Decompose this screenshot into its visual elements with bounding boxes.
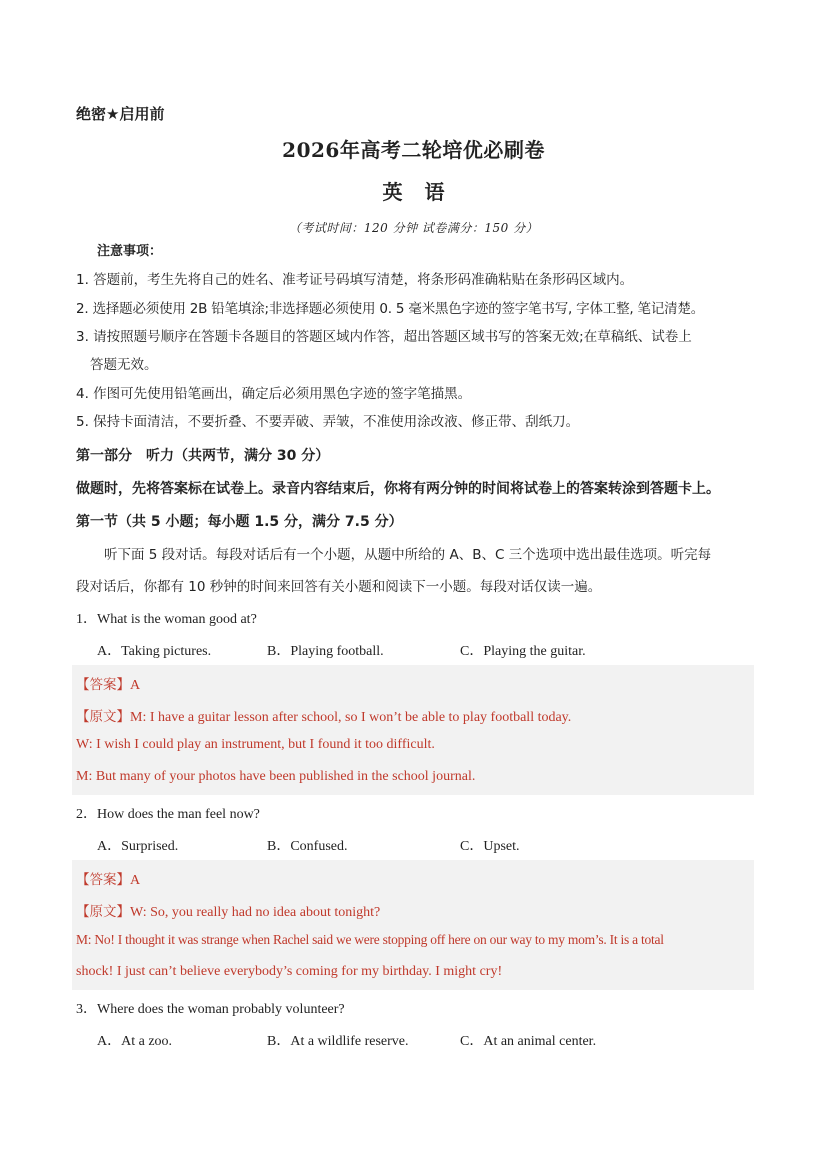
- notice-item: 4. 作图可先使用铅笔画出，确定后必须用黑色字迹的签字笔描黑。: [76, 386, 472, 402]
- question-stem: 3．Where does the woman probably volunteer?: [76, 1002, 345, 1017]
- exam-info: （考试时间：120 分钟 试卷满分：150 分）: [288, 221, 539, 235]
- option-c: C．At an animal center.: [460, 1034, 597, 1049]
- script-line: M: But many of your photos have been published in the school journal.: [76, 769, 476, 784]
- answer-tag: 【答案】: [76, 677, 130, 693]
- answer-line: [76, 673, 140, 694]
- script-text: W: So, you really had no idea about tonight?: [130, 905, 381, 920]
- script-line: W: I wish I could play an instrument, but I found it too difficult.: [76, 737, 435, 752]
- option-c: C．Upset.: [460, 839, 520, 854]
- part-title: 第一部分 听力（共两节，满分 30 分）: [76, 448, 330, 464]
- section-title: 第一节（共 5 小题；每小题 1.5 分，满分 7.5 分）: [76, 514, 403, 530]
- section-description: 听下面 5 段对话。每段对话后有一个小题，从题中所给的 A、B、C 三个选项中选出最佳选项。听完每: [104, 547, 712, 563]
- script-text: M: I have a guitar lesson after school, so I won’t be able to play football today.: [130, 710, 572, 725]
- option-b: B．Confused.: [267, 839, 348, 854]
- answer-tag: 【答案】: [76, 872, 130, 888]
- exam-title: 2026年高考二轮培优必刷卷: [282, 138, 545, 162]
- script-tag: 【原文】: [76, 709, 130, 725]
- script-tag: 【原文】: [76, 904, 130, 920]
- answer-line: [76, 868, 140, 889]
- option-c: C．Playing the guitar.: [460, 644, 586, 659]
- section-description-continued: 段对话后，你都有 10 秒钟的时间来回答有关小题和阅读下一小题。每段对话仅读一遍。: [76, 579, 602, 595]
- script-line: shock! I just can’t believe everybody’s coming for my birthday. I might cry!: [76, 964, 503, 979]
- option-b: B．Playing football.: [267, 644, 384, 659]
- answer-value: A: [130, 678, 141, 693]
- notice-item: 3. 请按照题号顺序在答题卡各题目的答题区域内作答，超出答题区域书写的答案无效;在草稿纸、试卷上: [76, 329, 692, 345]
- notice-heading: 注意事项：: [97, 244, 163, 259]
- answer-value: A: [130, 873, 141, 888]
- script-line: M: No! I thought it was strange when Rachel said we were stopping off here on our way to my mom’s. It is a total: [76, 932, 664, 947]
- option-b: B．At a wildlife reserve.: [267, 1034, 409, 1049]
- confidential-label: 绝密★启用前: [76, 105, 165, 123]
- notice-item: 5. 保持卡面清洁，不要折叠、不要弄破、弄皱，不准使用涂改液、修正带、刮纸刀。: [76, 414, 580, 430]
- option-a: A．Surprised.: [97, 839, 179, 854]
- notice-item: 2. 选择题必须使用 2B 铅笔填涂;非选择题必须使用 0. 5 毫米黑色字迹的签字笔书写, 字体工整, 笔记清楚。: [76, 301, 705, 317]
- option-a: A．At a zoo.: [97, 1034, 173, 1049]
- question-stem: 1．What is the woman good at?: [76, 612, 257, 627]
- notice-item-continued: 答题无效。: [90, 357, 158, 373]
- part-instruction: 做题时，先将答案标在试卷上。录音内容结束后，你将有两分钟的时间将试卷上的答案转涂到答题卡上。: [76, 481, 720, 497]
- question-stem: 2．How does the man feel now?: [76, 807, 260, 822]
- notice-item: 1. 答题前，考生先将自己的姓名、准考证号码填写清楚，将条形码准确粘贴在条形码区域内。: [76, 272, 634, 288]
- script-line: [76, 900, 380, 921]
- option-a: A．Taking pictures.: [97, 644, 212, 659]
- subject-title: 英语: [382, 180, 467, 204]
- script-line: [76, 705, 571, 726]
